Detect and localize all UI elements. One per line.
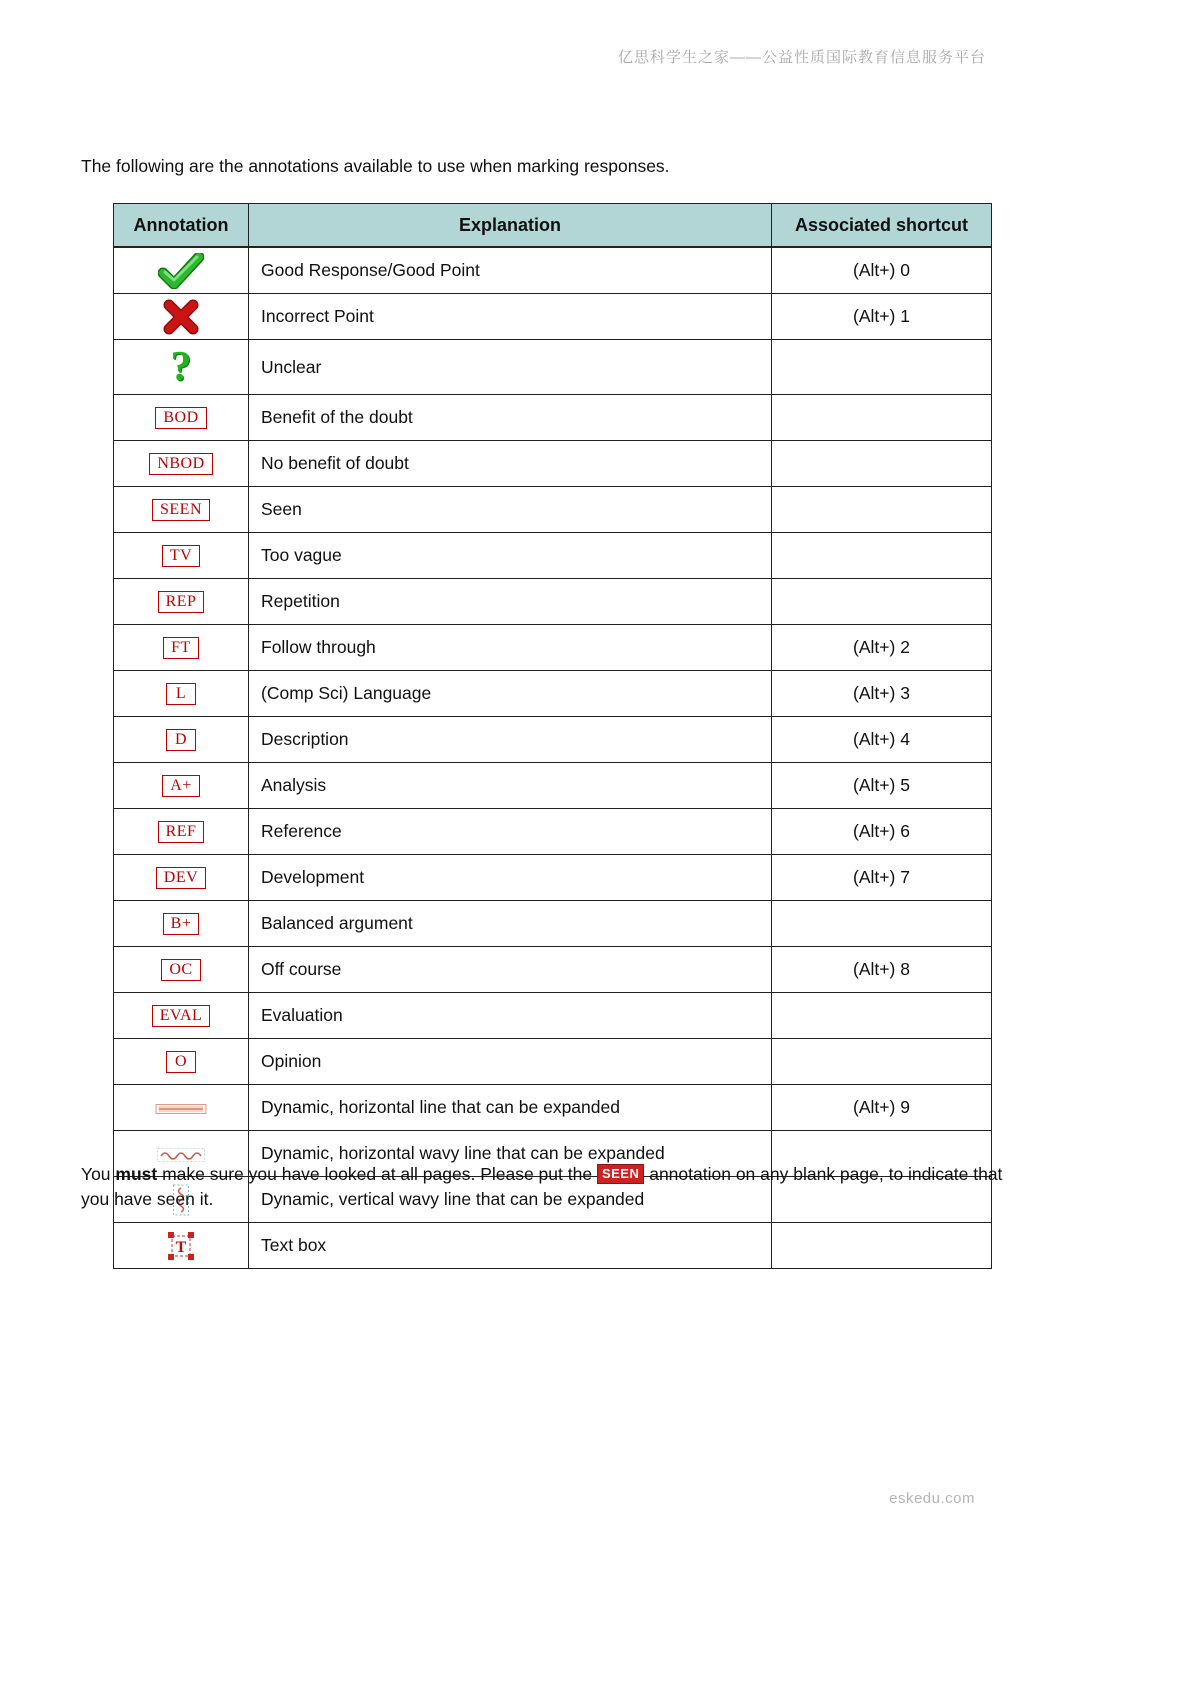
shortcut-cell xyxy=(772,395,992,441)
annotation-cell xyxy=(114,441,249,487)
explanation-cell: Follow through xyxy=(249,625,772,671)
table-row xyxy=(114,441,992,487)
shortcut-cell: (Alt+) 7 xyxy=(772,855,992,901)
explanation-cell: Text box xyxy=(249,1223,772,1269)
annotation-cell xyxy=(114,533,249,579)
annotation-cell xyxy=(114,717,249,763)
table-row xyxy=(114,855,992,901)
annotation-badge-o: O xyxy=(166,1051,196,1073)
green-question-icon: ? xyxy=(170,344,192,390)
annotation-badge-ref: REF xyxy=(158,821,205,843)
explanation-cell: Reference xyxy=(249,809,772,855)
table-row xyxy=(114,247,992,294)
explanation-cell: Incorrect Point xyxy=(249,294,772,340)
annotation-badge-aplus: A+ xyxy=(162,775,200,797)
annotation-cell xyxy=(114,294,249,340)
explanation-cell: Unclear xyxy=(249,340,772,395)
explanation-cell: Dynamic, vertical wavy line that can be expanded xyxy=(249,1177,772,1223)
annotation-badge-tv: TV xyxy=(162,545,200,567)
explanation-cell: Benefit of the doubt xyxy=(249,395,772,441)
annotation-badge-d: D xyxy=(166,729,196,751)
red-cross-icon xyxy=(163,299,199,335)
dynamic-horizontal-wavy-line-icon xyxy=(157,1147,205,1163)
table-row xyxy=(114,901,992,947)
shortcut-cell xyxy=(772,993,992,1039)
explanation-cell: Good Response/Good Point xyxy=(249,247,772,294)
dynamic-horizontal-line-icon xyxy=(155,1102,207,1116)
annotation-cell xyxy=(114,340,249,395)
explanation-cell: Dynamic, horizontal wavy line that can be expanded xyxy=(249,1131,772,1177)
shortcut-cell: (Alt+) 9 xyxy=(772,1085,992,1131)
annotation-cell xyxy=(114,395,249,441)
annotation-cell xyxy=(114,671,249,717)
annotation-cell xyxy=(114,1223,249,1269)
explanation-cell: (Comp Sci) Language xyxy=(249,671,772,717)
explanation-cell: Seen xyxy=(249,487,772,533)
table-row xyxy=(114,625,992,671)
explanation-cell: Analysis xyxy=(249,763,772,809)
annotation-badge-rep: REP xyxy=(158,591,205,613)
explanation-cell: Balanced argument xyxy=(249,901,772,947)
annotation-badge-bod: BOD xyxy=(155,407,206,429)
annotation-badge-ft: FT xyxy=(163,637,199,659)
shortcut-cell xyxy=(772,441,992,487)
shortcut-cell xyxy=(772,340,992,395)
table-row xyxy=(114,1085,992,1131)
table-row xyxy=(114,763,992,809)
shortcut-cell xyxy=(772,1039,992,1085)
table-row xyxy=(114,340,992,395)
table-row xyxy=(114,579,992,625)
annotation-cell xyxy=(114,1085,249,1131)
footer-note-text-2: make sure you have looked at all pages. Please put the xyxy=(157,1164,597,1184)
footer-note xyxy=(81,1162,1029,1212)
explanation-cell: Repetition xyxy=(249,579,772,625)
table-row xyxy=(114,487,992,533)
col-header-explanation: Explanation xyxy=(249,204,772,248)
shortcut-cell xyxy=(772,487,992,533)
shortcut-cell: (Alt+) 2 xyxy=(772,625,992,671)
shortcut-cell xyxy=(772,901,992,947)
explanation-cell: Description xyxy=(249,717,772,763)
annotation-cell xyxy=(114,901,249,947)
site-header-text: 亿思科学生之家——公益性质国际教育信息服务平台 xyxy=(617,49,986,66)
col-header-shortcut: Associated shortcut xyxy=(772,204,992,248)
annotation-badge-seen: SEEN xyxy=(152,499,210,521)
shortcut-cell: (Alt+) 3 xyxy=(772,671,992,717)
shortcut-cell xyxy=(772,1223,992,1269)
table-row xyxy=(114,1039,992,1085)
table-row xyxy=(114,533,992,579)
green-check-icon xyxy=(158,253,204,289)
annotation-cell xyxy=(114,947,249,993)
col-header-annotation: Annotation xyxy=(114,204,249,248)
footer-note-text-3: annotation on any blank page, to indicate that you have seen it. xyxy=(81,1164,1003,1209)
annotation-cell xyxy=(114,763,249,809)
table-row xyxy=(114,809,992,855)
annotation-cell xyxy=(114,579,249,625)
seen-annotation-badge: SEEN xyxy=(597,1164,644,1184)
shortcut-cell xyxy=(772,533,992,579)
annotation-table-body xyxy=(114,247,992,1269)
explanation-cell: Evaluation xyxy=(249,993,772,1039)
annotation-cell xyxy=(114,855,249,901)
table-row xyxy=(114,717,992,763)
footer-note-text-1: You xyxy=(81,1164,116,1184)
explanation-cell: No benefit of doubt xyxy=(249,441,772,487)
annotation-badge-dev: DEV xyxy=(156,867,206,889)
shortcut-cell: (Alt+) 4 xyxy=(772,717,992,763)
table-row xyxy=(114,993,992,1039)
annotation-badge-nbod: NBOD xyxy=(149,453,212,475)
annotation-cell xyxy=(114,1039,249,1085)
explanation-cell: Too vague xyxy=(249,533,772,579)
annotation-badge-eval: EVAL xyxy=(152,1005,211,1027)
shortcut-cell: (Alt+) 0 xyxy=(772,247,992,294)
table-row xyxy=(114,1223,992,1269)
shortcut-cell xyxy=(772,579,992,625)
annotation-cell xyxy=(114,247,249,294)
annotation-cell xyxy=(114,993,249,1039)
shortcut-cell: (Alt+) 1 xyxy=(772,294,992,340)
table-row xyxy=(114,947,992,993)
footer-note-bold: must xyxy=(115,1164,158,1184)
svg-text:T: T xyxy=(175,1238,187,1256)
annotation-cell xyxy=(114,487,249,533)
annotation-table xyxy=(113,203,992,1269)
header-row xyxy=(114,204,992,248)
explanation-cell: Opinion xyxy=(249,1039,772,1085)
intro-text: The following are the annotations available to use when marking responses. xyxy=(81,156,670,176)
annotation-table-header xyxy=(114,204,992,248)
annotation-badge-oc: OC xyxy=(161,959,200,981)
explanation-cell: Development xyxy=(249,855,772,901)
shortcut-cell: (Alt+) 6 xyxy=(772,809,992,855)
shortcut-cell: (Alt+) 8 xyxy=(772,947,992,993)
text-box-icon xyxy=(167,1231,195,1261)
annotation-cell xyxy=(114,625,249,671)
table-row xyxy=(114,395,992,441)
annotation-badge-l: L xyxy=(166,683,196,705)
table-row xyxy=(114,671,992,717)
annotation-cell xyxy=(114,809,249,855)
shortcut-cell: (Alt+) 5 xyxy=(772,763,992,809)
watermark-text: eskedu.com xyxy=(889,1490,975,1507)
explanation-cell: Dynamic, horizontal line that can be expanded xyxy=(249,1085,772,1131)
explanation-cell: Off course xyxy=(249,947,772,993)
table-row xyxy=(114,294,992,340)
annotation-badge-bplus: B+ xyxy=(163,913,200,935)
